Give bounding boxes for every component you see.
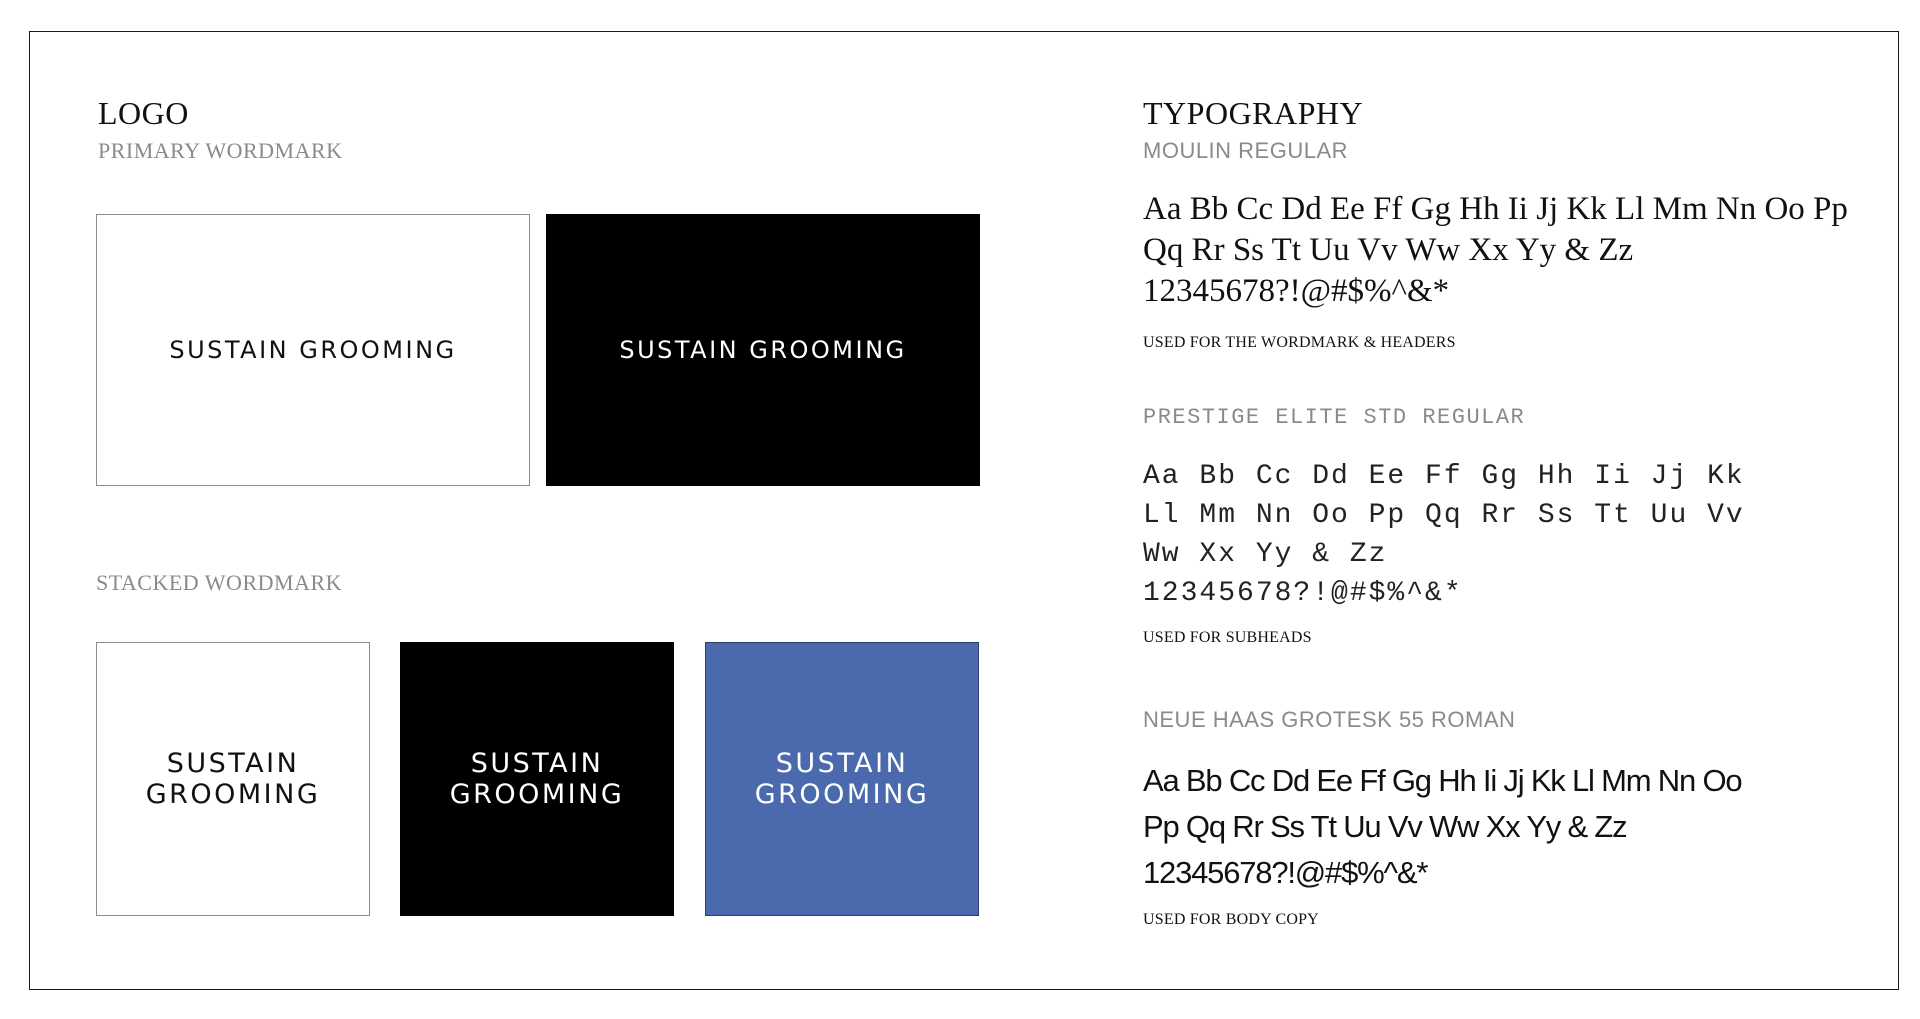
- stacked-line-1: SUSTAIN: [470, 748, 604, 779]
- specimen-line: Ww Xx Yy & Zz: [1143, 539, 1388, 570]
- primary-wordmark-label: PRIMARY WORDMARK: [98, 138, 343, 163]
- font-name-neue-haas: NEUE HAAS GROTESK 55 ROMAN: [1143, 707, 1516, 732]
- stacked-wordmark-text: [146, 748, 321, 810]
- logo-title: LOGO: [98, 95, 189, 131]
- stacked-wordmark-black: [400, 642, 674, 916]
- specimen-line: Aa Bb Cc Dd Ee Ff Gg Hh Ii Jj Kk Ll Mm Nn Oo: [1143, 763, 1742, 798]
- specimen-line: 12345678?!@#$%^&*: [1143, 578, 1463, 609]
- stacked-wordmark-white: [96, 642, 370, 916]
- typography-title: TYPOGRAPHY: [1143, 95, 1364, 131]
- specimen-line: 12345678?!@#$%^&*: [1143, 273, 1450, 309]
- font-name-moulin: MOULIN REGULAR: [1143, 138, 1349, 163]
- stacked-line-1: SUSTAIN: [166, 748, 300, 779]
- primary-wordmark-black: [546, 214, 980, 486]
- stacked-line-2: GROOMING: [145, 779, 321, 810]
- specimen-line: Qq Rr Ss Tt Uu Vv Ww Xx Yy & Zz: [1143, 232, 1634, 268]
- stacked-wordmark-text: [450, 748, 625, 810]
- stacked-line-2: GROOMING: [449, 779, 625, 810]
- font-name-prestige: PRESTIGE ELITE STD REGULAR: [1143, 405, 1526, 430]
- stacked-line-1: SUSTAIN: [775, 748, 909, 779]
- primary-wordmark-white: [96, 214, 530, 486]
- stacked-wordmark-blue: [705, 642, 979, 916]
- specimen-neue-haas: [1143, 758, 1863, 896]
- specimen-line: 12345678?!@#$%^&*: [1143, 855, 1428, 890]
- specimen-line: Ll Mm Nn Oo Pp Qq Rr Ss Tt Uu Vv: [1143, 500, 1745, 531]
- stacked-wordmark-label: STACKED WORDMARK: [96, 570, 343, 595]
- specimen-moulin: [1143, 189, 1863, 312]
- wordmark-text: SUSTAIN GROOMING: [169, 336, 457, 364]
- specimen-prestige: [1143, 457, 1843, 613]
- stacked-line-2: GROOMING: [754, 779, 930, 810]
- specimen-line: Aa Bb Cc Dd Ee Ff Gg Hh Ii Jj Kk: [1143, 461, 1745, 492]
- specimen-line: Aa Bb Cc Dd Ee Ff Gg Hh Ii Jj Kk Ll Mm Nn Oo Pp: [1143, 191, 1848, 227]
- specimen-line: Pp Qq Rr Ss Tt Uu Vv Ww Xx Yy & Zz: [1143, 809, 1627, 844]
- usage-neue-haas: USED FOR BODY COPY: [1143, 911, 1319, 928]
- usage-prestige: USED FOR SUBHEADS: [1143, 629, 1312, 646]
- usage-moulin: USED FOR THE WORDMARK & HEADERS: [1143, 334, 1456, 351]
- wordmark-text: SUSTAIN GROOMING: [619, 336, 907, 364]
- stacked-wordmark-text: [755, 748, 930, 810]
